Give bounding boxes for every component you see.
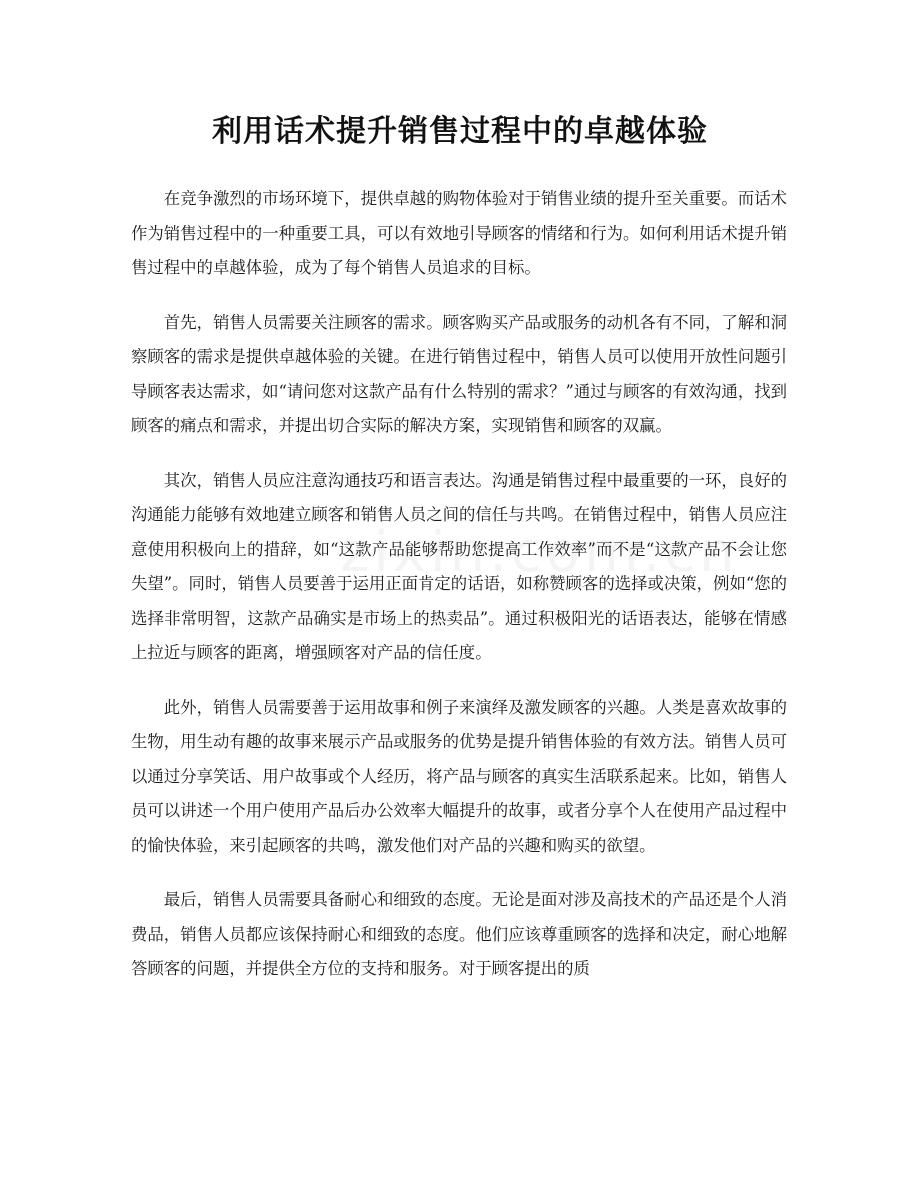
paragraph-last: 最后，销售人员需要具备耐心和细致的态度。无论是面对涉及高技术的产品还是个人消费品，销售人员都应该保持耐心和细致的态度。他们应该尊重顾客的选择和决定，耐心地解答顾客的问题，并提供全方位的支持和服务。对于顾客提出的质 (131, 890, 787, 978)
paragraph-intro: 在竞争激烈的市场环境下，提供卓越的购物体验对于销售业绩的提升至关重要。而话术作为销售过程中的一种重要工具，可以有效地引导顾客的情绪和行为。如何利用话术提升销售过程中的卓越体验，成为了每个销售人员追求的目标。 (131, 189, 787, 277)
document-body (131, 182, 787, 1007)
paragraph-second: 其次，销售人员应注意沟通技巧和语言表达。沟通是销售过程中最重要的一环，良好的沟通能力能够有效地建立顾客和销售人员之间的信任与共鸣。在销售过程中，销售人员应注意使用积极向上的措辞，如“这款产品能够帮助您提高工作效率”而不是“这款产品不会让您失望”。同时，销售人员要善于运用正面肯定的话语，如称赞顾客的选择或决策，例如“您的选择非常明智，这款产品确实是市场上的热卖品”。通过积极阳光的话语表达，能够在情感上拉近与顾客的距离，增强顾客对产品的信任度。 (131, 470, 787, 662)
document-title: 利用话术提升销售过程中的卓越体验 (212, 114, 708, 149)
paragraph-first: 首先，销售人员需要关注顾客的需求。顾客购买产品或服务的动机各有不同，了解和洞察顾客的需求是提供卓越体验的关键。在进行销售过程中，销售人员可以使用开放性问题引导顾客表达需求，如“请问您对这款产品有什么特别的需求？”通过与顾客的有效沟通，找到顾客的痛点和需求，并提出切合实际的解决方案，实现销售和顾客的双赢。 (131, 312, 787, 435)
paragraph-third: 此外，销售人员需要善于运用故事和例子来演绎及激发顾客的兴趣。人类是喜欢故事的生物，用生动有趣的故事来展示产品或服务的优势是提升销售体验的有效方法。销售人员可以通过分享笑话、用户故事或个人经历，将产品与顾客的真实生活联系起来。比如，销售人员可以讲述一个用户使用产品后办公效率大幅提升的故事，或者分享个人在使用产品过程中的愉快体验，来引起顾客的共鸣，激发他们对产品的兴趣和购买的欲望。 (131, 697, 787, 855)
